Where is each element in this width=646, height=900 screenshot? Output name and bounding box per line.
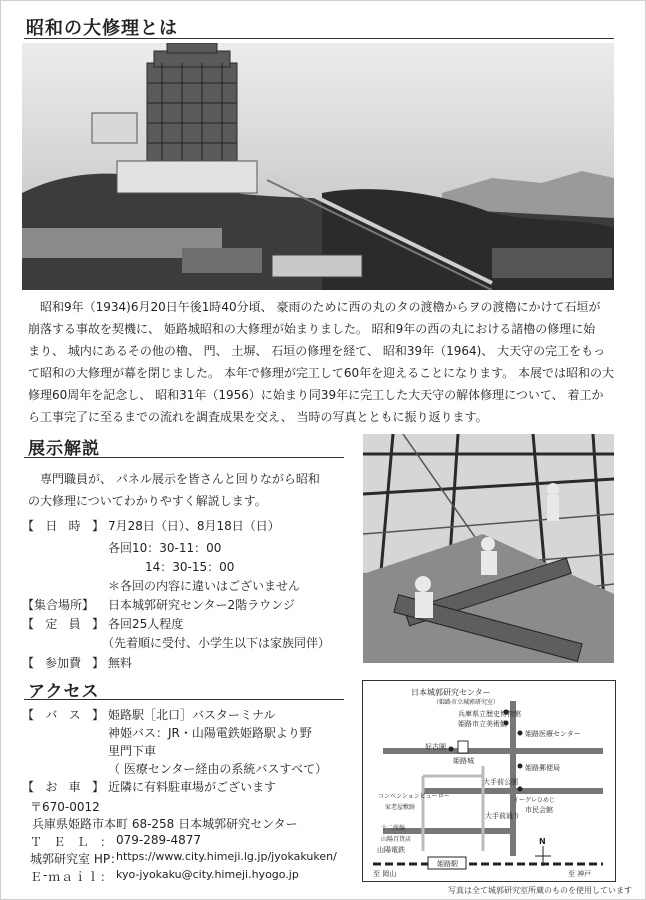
map-label: 山陽電鉄 [377, 846, 405, 854]
map-label: 姫路市立美術館 [458, 720, 507, 728]
map-label: 姫路医療センター [525, 730, 581, 738]
map-label: 好古園 [425, 743, 446, 751]
map-label: 兵庫県立歴史博物館 [458, 710, 521, 718]
map-label: 至 岡山 [373, 870, 397, 878]
intro-line: まり、 城内にあるその他の櫓、 門、 土塀、 石垣の修理を経て、 昭和39年（1964)、 大天守の完工をもっ [28, 344, 606, 358]
intro-line: て昭和の大修理が幕を閉じました。 本年で修理が完工して60年を迎えることになります。 本展では昭和の大 [28, 366, 614, 380]
access-heading: アクセス [28, 682, 100, 702]
car-value: 近隣に有料駐車場がございます [108, 780, 277, 794]
fee-label: 【 参加費 】 [22, 656, 104, 670]
dismantling-work-photo [363, 434, 614, 663]
intro-line: 修理60周年を記念し、 昭和31年（1956）に始まり同39年に完工した大天守の解体修理について、 着工か [28, 388, 604, 402]
page-title: 昭和の大修理とは [26, 18, 178, 39]
date-label: 【 日 時 】 [22, 519, 104, 533]
hp-link[interactable]: https://www.city.himeji.lg.jp/jyokakuken/ [116, 850, 337, 863]
place-label: 【集合場所】 [22, 598, 95, 612]
map-label: 十二所線 [381, 825, 406, 832]
bus-terminal: 姫路駅［北口］バスターミナル [108, 708, 276, 722]
photo-credit: 写真は全て城郭研究室所蔵のものを使用しています [448, 886, 632, 895]
access-map [362, 680, 616, 882]
time-slot-2: 14：30-15：00 [145, 560, 235, 574]
exhibition-desc: 専門職員が、 パネル展示を皆さんと回りながら昭和 [28, 472, 320, 486]
map-label: イーグレひめじ [513, 797, 556, 804]
capacity-note: （先着順に受付、小学生以下は家族同伴） [102, 636, 331, 650]
fee-value: 無料 [108, 656, 133, 670]
bus-route: 神姫バス：JR・山陽電鉄姫路駅より野 [108, 726, 312, 740]
title-rule [24, 38, 614, 39]
map-label: 家老屋敷跡 [385, 804, 416, 811]
map-label: 姫路城 [453, 757, 474, 765]
exhibition-rule [24, 457, 344, 458]
intro-line: 昭和9年（1934)6月20日午後1時40分頃、 豪雨のために西の丸のタの渡櫓からヲの渡櫓にかけて石垣が [28, 300, 601, 314]
time-note: ＊各回の内容に違いはございません [108, 579, 301, 593]
castle-scaffolding-photo [22, 43, 614, 290]
capacity-label: 【 定 員 】 [22, 617, 104, 631]
address: 兵庫県姫路市本町 68-258 日本城郭研究センター [32, 817, 298, 831]
date-value: 7月28日（日）、8月18日（日） [108, 519, 280, 533]
intro-line: 崩落する事故を契機に、 姫路城昭和の大修理が始まりました。 昭和9年の西の丸における諸櫓の修理に始 [28, 322, 596, 336]
intro-line: ら工事完了に至るまでの流れを調査成果を交え、 当時の写真とともに振り返ります。 [28, 410, 488, 424]
bus-note: （ 医療センター経由の系統バスすべて） [108, 762, 328, 776]
car-label: 【 お 車 】 [22, 780, 104, 794]
map-label: 大手前公園 [483, 778, 518, 786]
map-label: コンベンションビューロー [378, 793, 450, 800]
map-label: 姫路駅 [437, 860, 458, 868]
access-rule [24, 699, 344, 700]
mail-label: Ｅ - ｍ ａ ｉ ｌ ： [30, 868, 112, 884]
map-title: 日本城郭研究センター [411, 688, 491, 697]
map-label: 姫路郵便局 [525, 764, 560, 772]
zip-code: 〒670-0012 [30, 800, 100, 814]
map-label: 大手前通り [485, 812, 520, 820]
map-label: 至 神戸 [568, 870, 592, 878]
bus-stop: 里門下車 [108, 744, 157, 758]
exhibition-desc: の大修理についてわかりやすく解説します。 [28, 494, 267, 508]
map-label: 山陽百貨店 [381, 836, 412, 843]
map-label: 市民会館 [525, 806, 553, 814]
north-arrow-icon: N [539, 837, 546, 846]
capacity-value: 各回25人程度 [108, 617, 184, 631]
mail-link[interactable]: kyo-jyokaku@city.himeji.hyogo.jp [116, 868, 299, 881]
time-slot-1: 各回10：30-11：00 [108, 541, 222, 555]
place-value: 日本城郭研究センター2階ラウンジ [108, 598, 295, 612]
map-subtitle: （姫路市立城郭研究室） [433, 699, 500, 706]
bus-label: 【 バ ス 】 [22, 708, 104, 722]
hp-label: 城郭研究室 HP： [30, 852, 123, 866]
tel-value: 079-289-4877 [116, 833, 202, 847]
tel-label: Ｔ Ｅ Ｌ ： [30, 835, 112, 849]
exhibition-heading: 展示解説 [28, 439, 100, 459]
